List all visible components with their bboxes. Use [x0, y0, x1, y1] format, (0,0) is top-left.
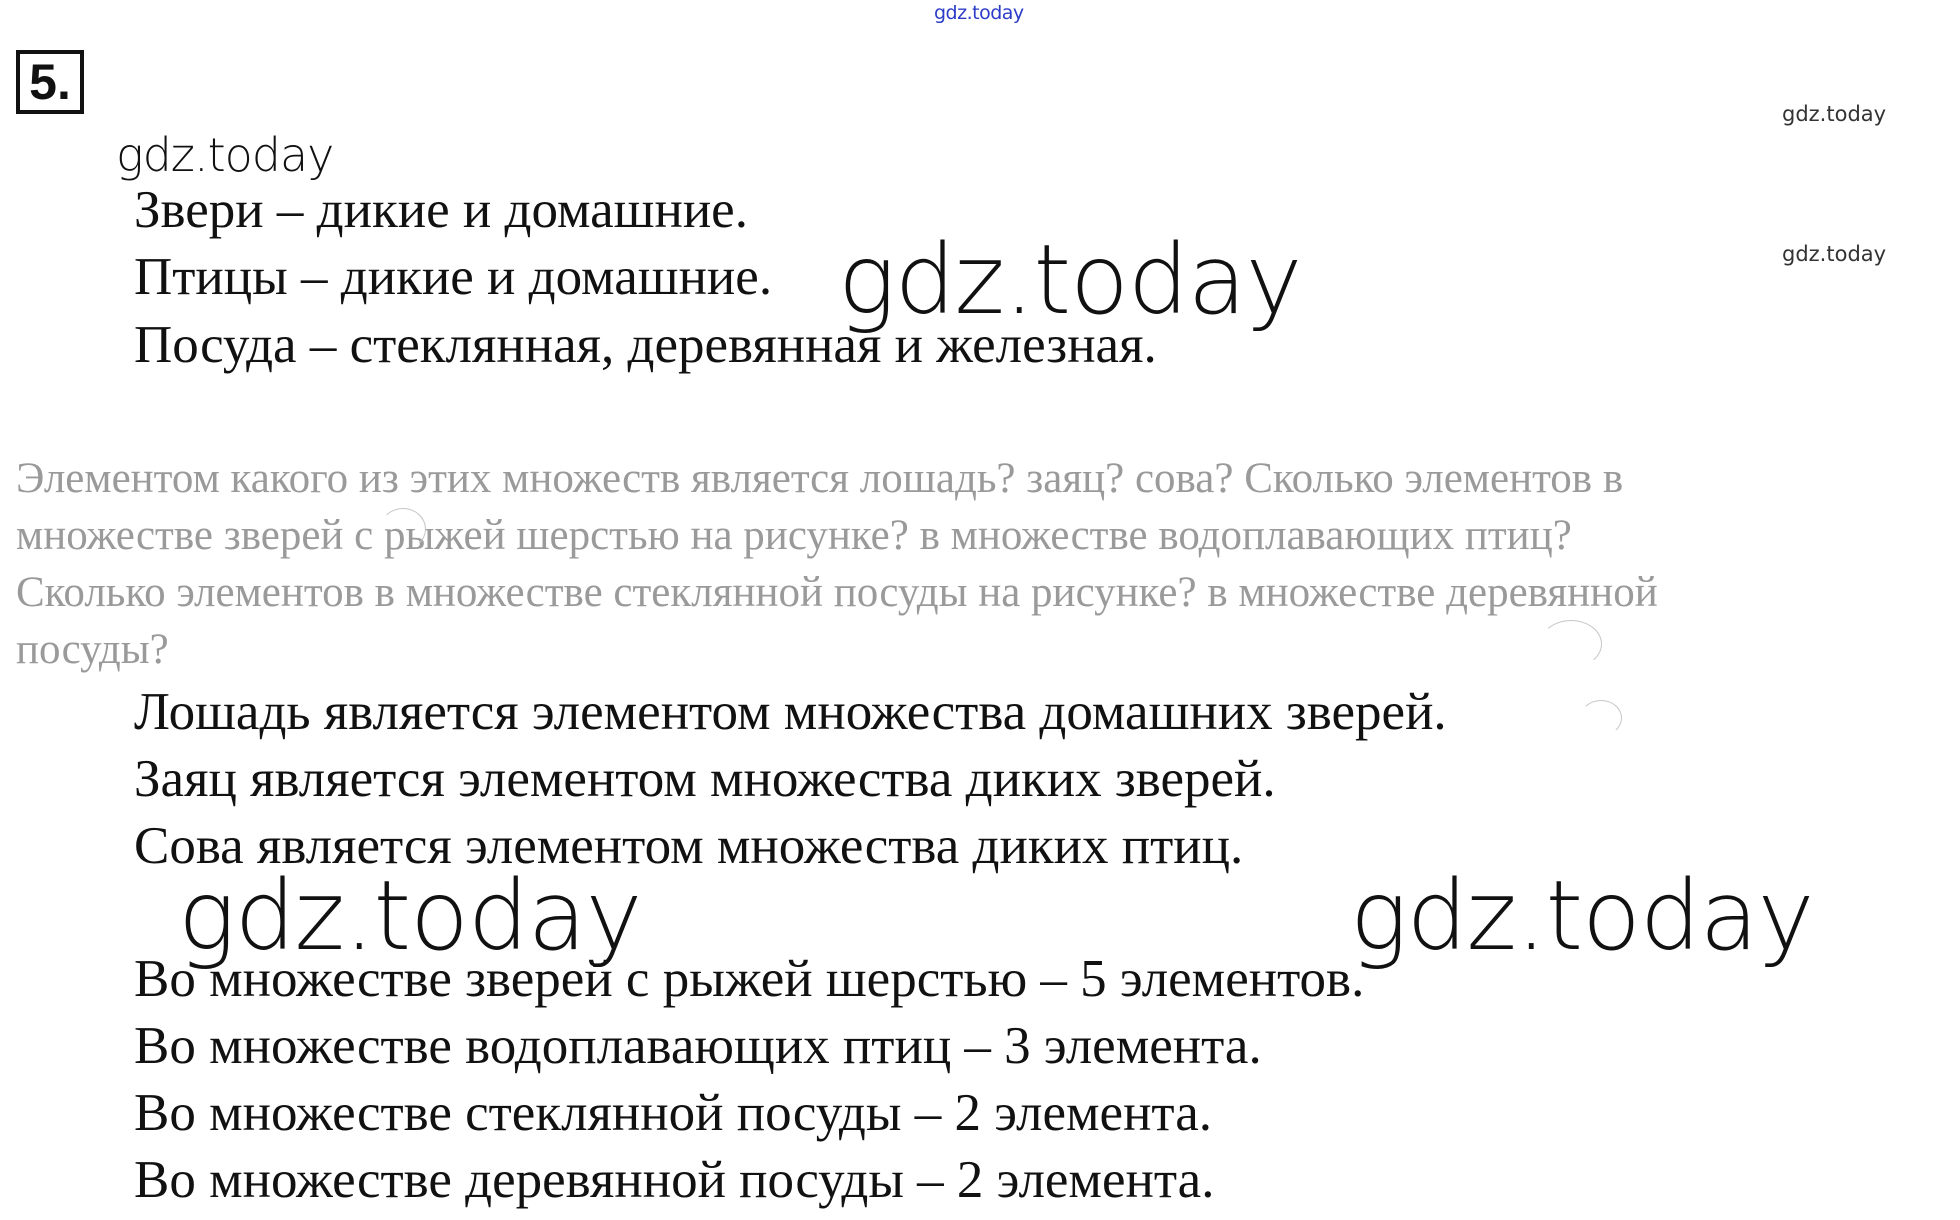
answer-membership-line-2: Заяц является элементом множества диких зверей. [134, 750, 1276, 808]
watermark-large-lower-right: gdz.today [1350, 860, 1814, 972]
answer-membership-line-1: Лошадь является элементом множества домашних зверей. [134, 683, 1447, 741]
answer-counts-line-1: Во множестве зверей с рыжей шерстью – 5 элементов. [134, 950, 1365, 1008]
question-line-4: посуды? [16, 626, 169, 673]
answer-sets-line-3: Посуда – стеклянная, деревянная и железная. [134, 316, 1157, 374]
question-line-2: множестве зверей с рыжей шерстью на рисунке? в множестве водоплавающих птиц? [16, 512, 1572, 559]
answer-sets-line-2: Птицы – дикие и домашние. [134, 248, 773, 306]
artifact-curve-2 [1540, 620, 1602, 668]
artifact-curve-3 [1580, 700, 1622, 736]
task-number-box: 5. [16, 50, 84, 114]
answer-counts-line-3: Во множестве стеклянной посуды – 2 элемента. [134, 1084, 1213, 1142]
watermark-right-upper: gdz.today [1782, 102, 1887, 126]
answer-membership-line-3: Сова является элементом множества диких птиц. [134, 817, 1244, 875]
watermark-large-lower-left: gdz.today [178, 860, 642, 972]
answer-counts-line-4: Во множестве деревянной посуды – 2 элемента. [134, 1151, 1215, 1209]
artifact-curve-1 [380, 508, 426, 550]
watermark-top: gdz.today [934, 2, 1024, 24]
question-line-1: Элементом какого из этих множеств является лошадь? заяц? сова? Сколько элементов в [16, 455, 1624, 502]
watermark-large-upper-center: gdz.today [838, 224, 1302, 336]
watermark-right-lower: gdz.today [1782, 242, 1887, 266]
answer-counts-line-2: Во множестве водоплавающих птиц – 3 элемента. [134, 1017, 1262, 1075]
question-text [16, 450, 1956, 678]
answer-sets-line-1: Звери – дикие и домашние. [134, 181, 748, 239]
watermark-large-upper-left: gdz.today [116, 128, 334, 182]
question-line-3: Сколько элементов в множестве стеклянной посуды на рисунке? в множестве деревянной [16, 569, 1658, 616]
